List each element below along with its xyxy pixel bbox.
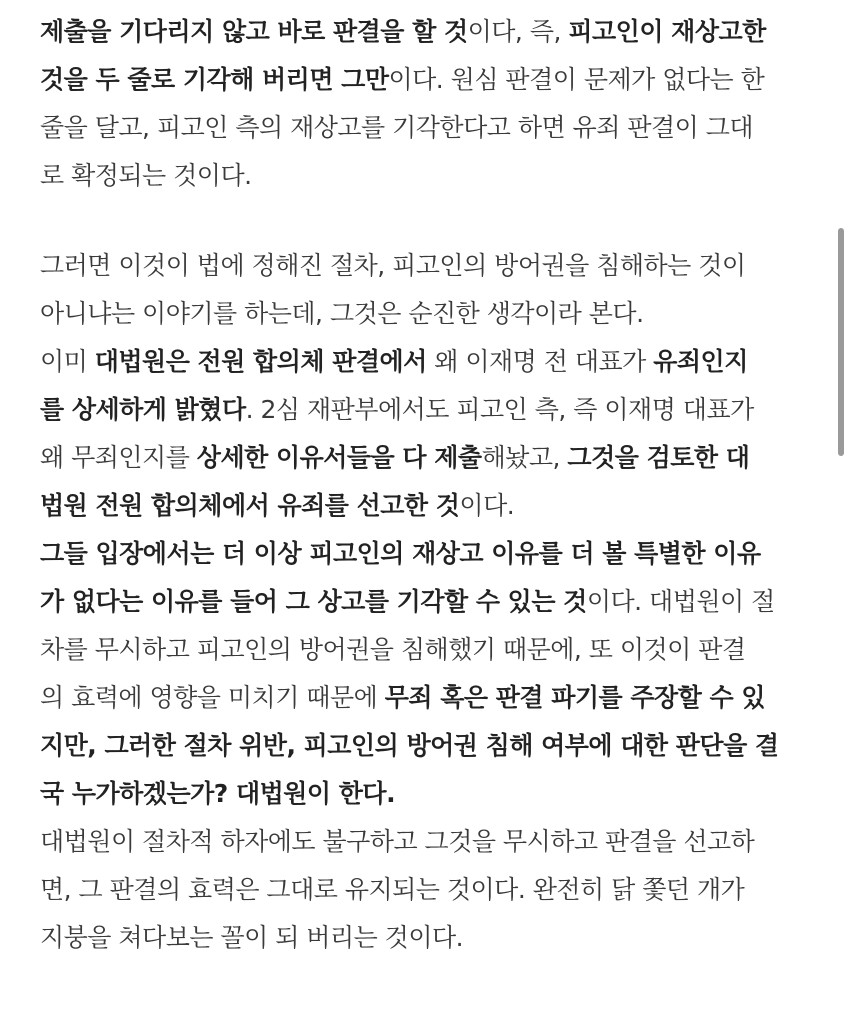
bold-text: 를 상세하게 밝혔다 [40, 395, 246, 424]
text: 면, 그 판결의 효력은 그대로 유지되는 것이다. 완전히 닭 쫓던 개가 [40, 875, 745, 904]
text: 이다. 원심 판결이 문제가 없다는 한 [388, 65, 765, 94]
text-line [40, 914, 830, 962]
bold-text: 그들 입장에서는 더 이상 피고인의 재상고 이유를 더 볼 특별한 이유 [40, 539, 761, 568]
text-line [40, 818, 830, 866]
text-line [40, 722, 830, 770]
text: 지붕을 쳐다보는 꼴이 되 버리는 것이다. [40, 923, 464, 952]
bold-text: 국 누가하겠는가? 대법원이 한다. [40, 779, 396, 808]
text: 해놨고, [481, 443, 568, 472]
text-line [40, 386, 830, 434]
text-line [40, 626, 830, 674]
bold-text: 유죄인지 [653, 347, 748, 376]
text-line [40, 56, 830, 104]
bold-text: 법원 전원 합의체에서 유죄를 선고한 것 [40, 491, 460, 520]
text-line [40, 434, 830, 482]
text-line [40, 530, 830, 578]
bold-text: 피고인이 재상고한 [568, 17, 766, 46]
bold-text: 그것을 검토한 대 [567, 443, 750, 472]
bold-text: 상세한 이유서들을 다 제출 [196, 443, 482, 472]
text-line [40, 104, 830, 152]
bold-text: 지만, 그러한 절차 위반, 피고인의 방어권 침해 여부에 대한 판단을 결 [40, 731, 779, 760]
text-line [40, 866, 830, 914]
text-line [40, 578, 830, 626]
text: 차를 무시하고 피고인의 방어권을 침해했기 때문에, 또 이것이 판결 [40, 635, 746, 664]
text: 그러면 이것이 법에 정해진 절차, 피고인의 방어권을 침해하는 것이 [40, 251, 746, 280]
bold-text: 무죄 혹은 판결 파기를 주장할 수 있 [384, 683, 766, 712]
text-line [40, 242, 830, 290]
text: 왜 무죄인지를 [40, 443, 197, 472]
text-line [40, 8, 830, 56]
text: 대법원이 절차적 하자에도 불구하고 그것을 무시하고 판결을 선고하 [40, 827, 755, 856]
bold-text: 가 없다는 이유를 들어 그 상고를 기각할 수 있는 것 [40, 587, 587, 616]
text-line [40, 770, 830, 818]
text: 로 확정되는 것이다. [40, 161, 252, 190]
text-line [40, 152, 830, 200]
text: 이다, 즉, [467, 17, 569, 46]
text: 이다. 대법원이 절 [586, 587, 775, 616]
text-line [40, 674, 830, 722]
text: 아니냐는 이야기를 하는데, 그것은 순진한 생각이라 본다. [40, 299, 644, 328]
text: 이다. [459, 491, 515, 520]
text: . 2심 재판부에서도 피고인 측, 즉 이재명 대표가 [245, 395, 754, 424]
text: 의 효력에 영향을 미치기 때문에 [40, 683, 385, 712]
bold-text: 제출을 기다리지 않고 바로 판결을 할 것 [40, 17, 468, 46]
text-line [40, 338, 830, 386]
article-body [40, 0, 830, 962]
scrollbar-thumb[interactable] [838, 228, 844, 456]
text-line [40, 482, 830, 530]
paragraph-gap [40, 200, 830, 242]
text: 왜 이재명 전 대표가 [426, 347, 654, 376]
bold-text: 것을 두 줄로 기각해 버리면 그만 [40, 65, 389, 94]
bold-text: 대법원은 전원 합의체 판결에서 [94, 347, 427, 376]
text: 이미 [40, 347, 95, 376]
text: 줄을 달고, 피고인 측의 재상고를 기각한다고 하면 유죄 판결이 그대 [40, 113, 754, 142]
text-line [40, 290, 830, 338]
